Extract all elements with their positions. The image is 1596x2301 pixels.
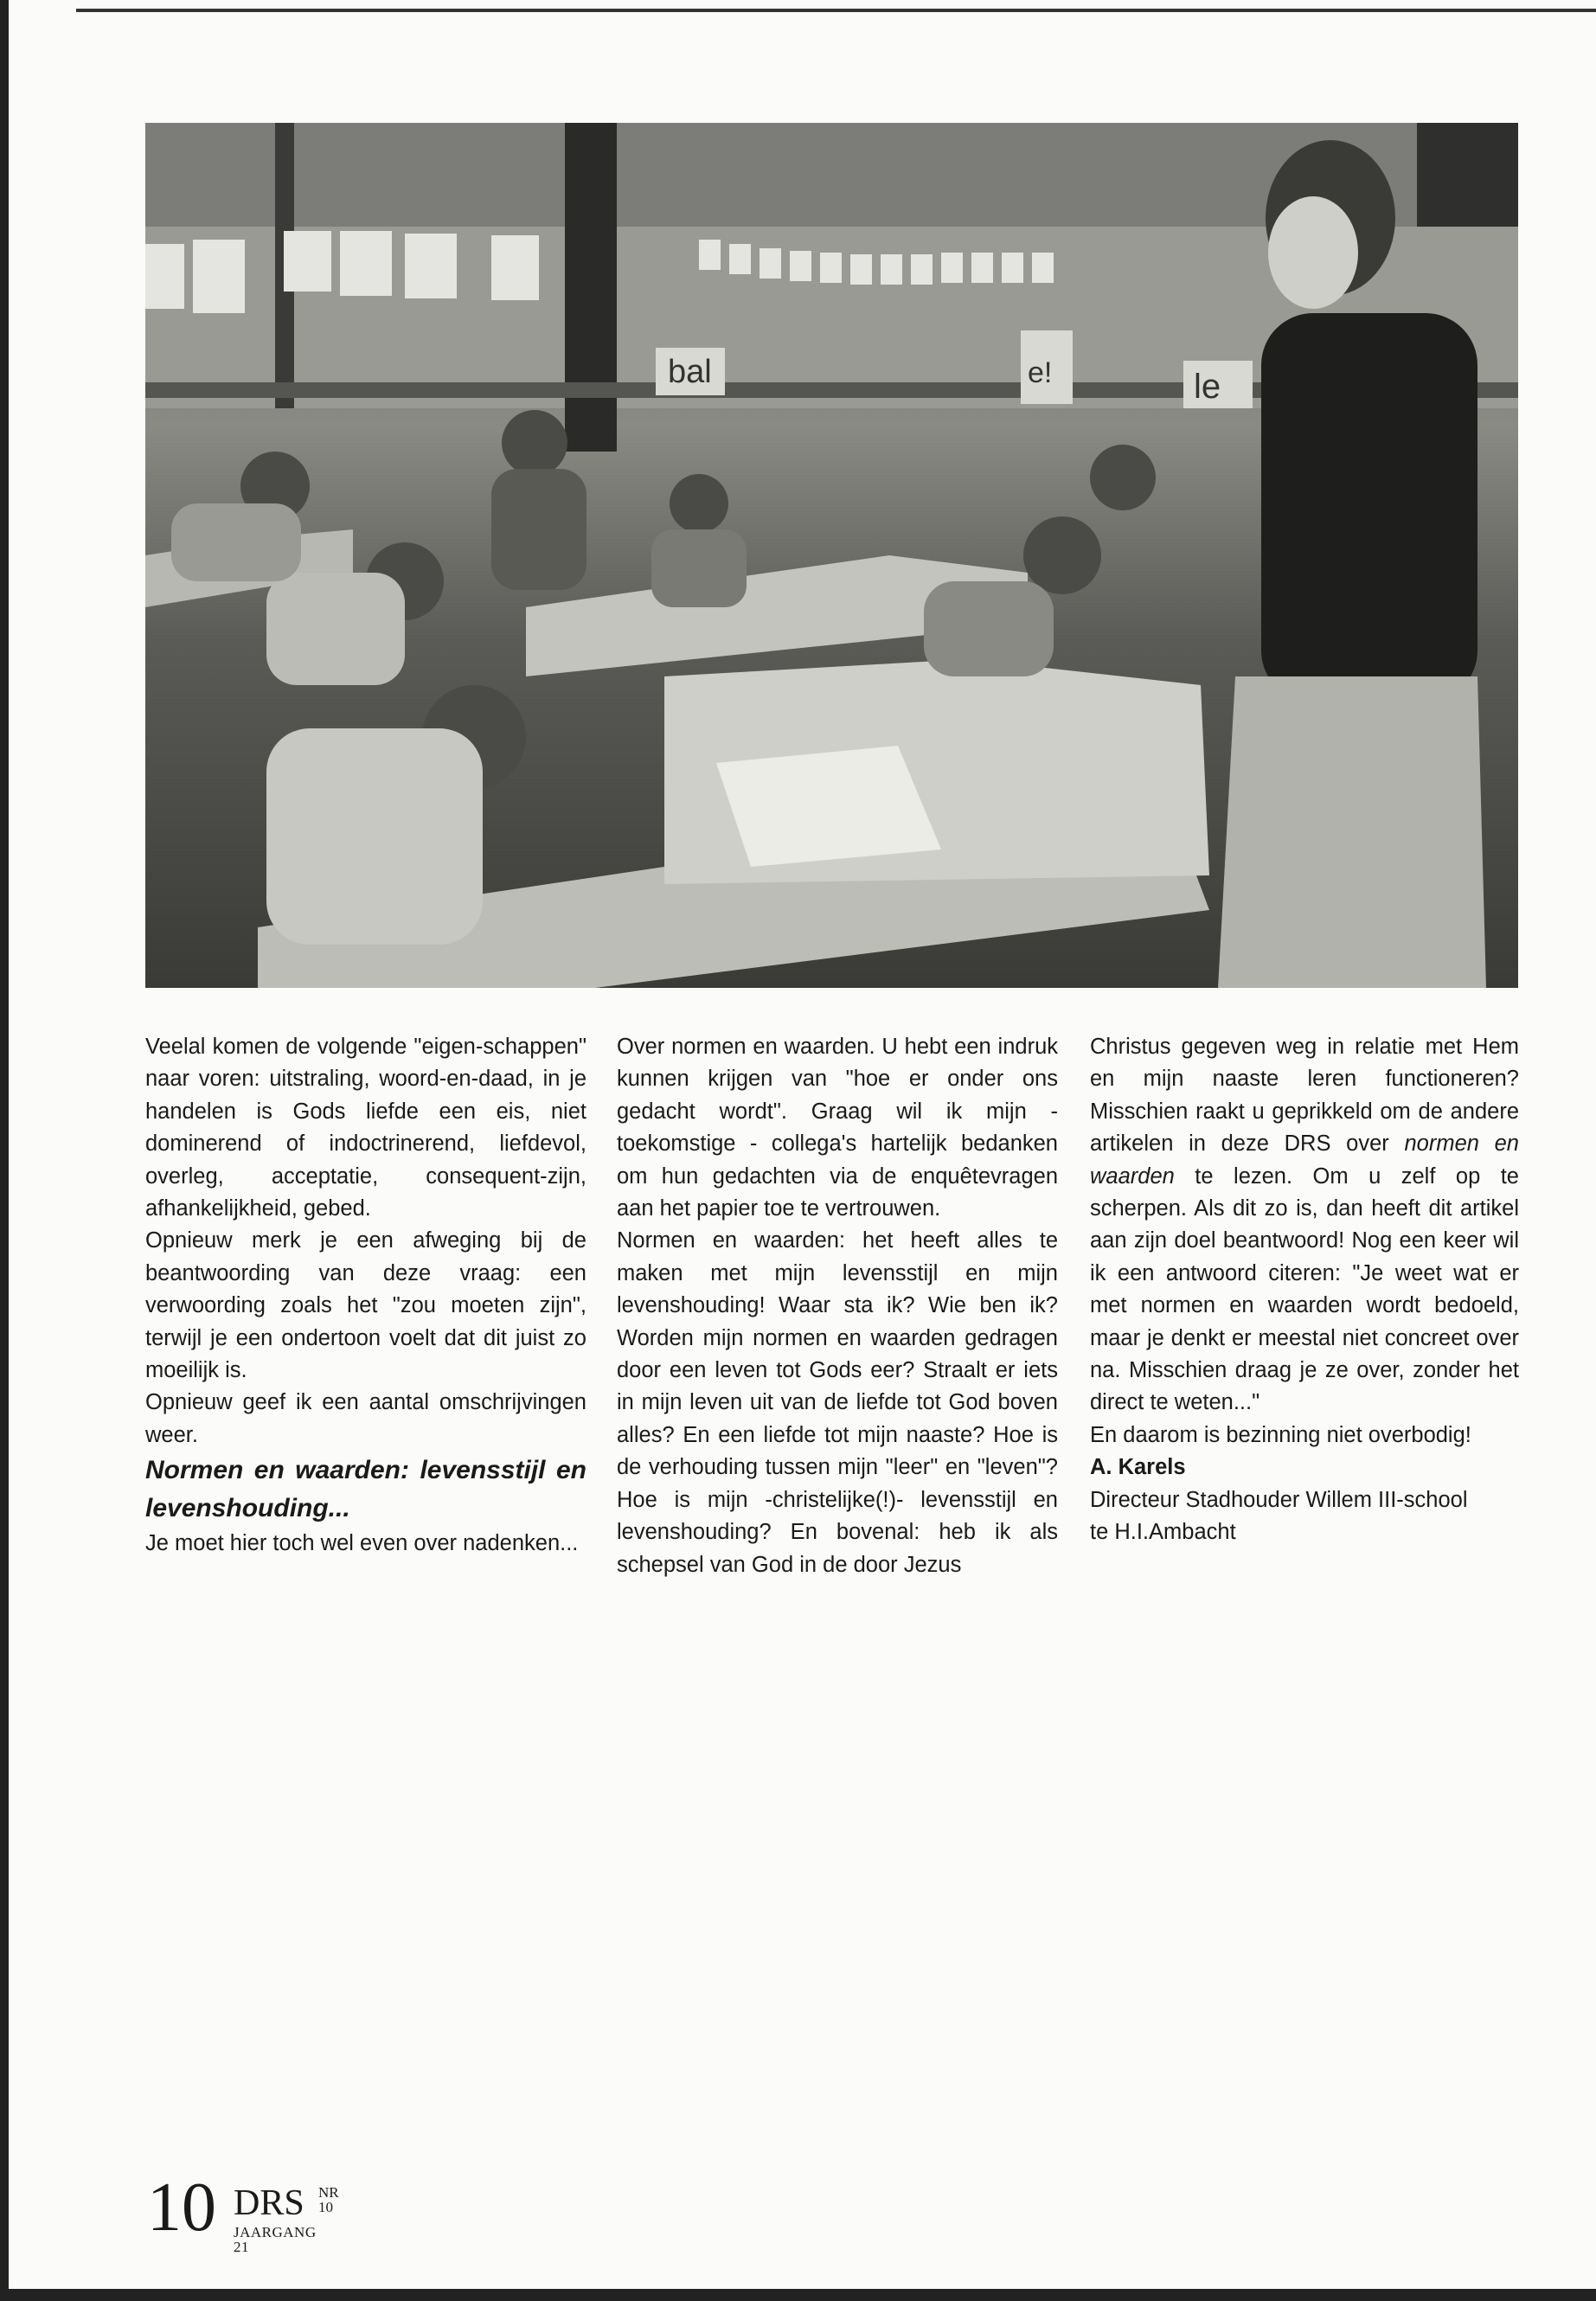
- author-role: Directeur Stadhouder Willem III-school: [1090, 1487, 1468, 1512]
- page-edge-top: [76, 9, 1596, 12]
- page-edge-left: [0, 0, 9, 2301]
- paragraph: Normen en waarden: het heeft alles te maken met mijn levensstijl en mijn levenshouding! Waar sta ik? Wie ben ik? Worden mijn normen en waarden gedragen door een leven tot Gods eer? Straalt er iets in mijn leven uit van de liefde tot God boven alles? En een liefde tot mijn naaste? Hoe is de verhouding tussen mijn "leer" en "leven"? Hoe is mijn -christelijke(!)- levensstijl en levenshouding? En bovenal: heb ik als schepsel van God in de door Jezus: [617, 1228, 1058, 1577]
- classroom-photo-drawing: [145, 123, 1518, 988]
- magazine-name: DRS: [234, 2183, 304, 2223]
- text-run: te lezen. Om u zelf op te scherpen. Als dit zo is, dan heeft dit artikel aan zijn doel beantwoord! Nog een keer wil ik een antwoord citeren: "Je weet wat er met normen en waarden wordt bedoeld, maar je denkt er meestal niet concreet over na. Misschien draag je ze over, zonder het direct te weten...": [1090, 1163, 1519, 1415]
- author-name: A. Karels: [1090, 1455, 1186, 1480]
- author-location: te H.I.Ambacht: [1090, 1520, 1236, 1545]
- article-column-3: [1090, 1031, 1519, 1549]
- article-column-2: [617, 1031, 1058, 1581]
- paragraph: Opnieuw merk je een afweging bij de beantwoording van deze vraag: een verwoording zoals het "zou moeten zijn", terwijl je een ondertoon voelt dat dit juist zo moeilijk is.: [145, 1228, 586, 1383]
- section-subheading: Normen en waarden: levensstijl en levenshouding...: [145, 1456, 586, 1523]
- paragraph: Over normen en waarden. U hebt een indruk kunnen krijgen van "hoe er onder ons gedacht wordt". Graag wil ik mijn - toekomstige - collega's hartelijk bedanken om hun gedachten via de enquêtevragen aan het papier toe te vertrouwen.: [617, 1035, 1058, 1221]
- text-run: Christus gegeven weg in relatie met Hem en mijn naaste leren functioneren? Misschien raakt u geprikkeld om de andere artikelen in deze DRS over: [1090, 1035, 1519, 1157]
- volume-label: JAARGANG 21: [234, 2224, 317, 2255]
- sign-bal-text: bal: [668, 354, 712, 390]
- paragraph: Opnieuw geef ik een aantal omschrijvingen weer.: [145, 1390, 586, 1447]
- sign-le-text: le: [1194, 368, 1221, 406]
- sign-e-text: e!: [1028, 356, 1053, 389]
- paragraph: Je moet hier toch wel even over nadenken...: [145, 1531, 579, 1556]
- paragraph: Veelal komen de volgende "eigen-schappen" naar voren: uitstraling, woord-en-daad, in je handelen is Gods liefde een eis, niet dominerend of indoctrinerend, liefdevol, overleg, acceptatie, consequent-zijn, afhankelijkheid, gebed.: [145, 1035, 586, 1221]
- article-column-1: [145, 1031, 586, 1561]
- page-number: 10: [147, 2170, 216, 2246]
- emphasis-text: normen en waarden: [1090, 1131, 1519, 1189]
- classroom-photo: [145, 123, 1518, 988]
- window-frame: [1417, 123, 1518, 227]
- issue-number: NR 10: [318, 2184, 339, 2215]
- paragraph: En daarom is bezinning niet overbodig!: [1090, 1422, 1471, 1447]
- window-pillar: [565, 123, 617, 452]
- page-edge-bottom: [0, 2289, 1596, 2301]
- paragraph: [1090, 1031, 1519, 1420]
